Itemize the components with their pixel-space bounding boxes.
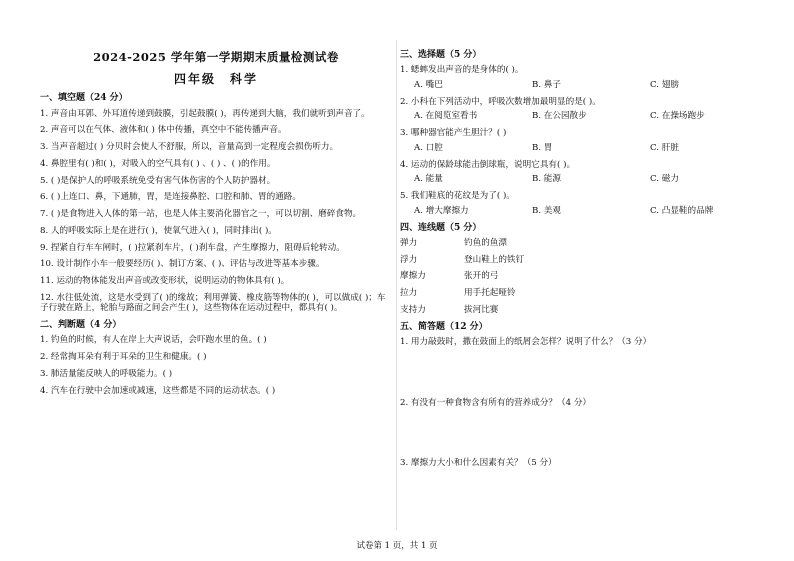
fill-item-6: 6. ( )上连口、鼻，下通肺，胃，是连接鼻腔、口腔和肺、胃的通路。 [40,192,301,203]
choice-question-4 [400,160,760,185]
choice-option-a: A. 嘴巴 [414,79,443,90]
section-choice-title: 三、选择题（5 分） [400,50,482,60]
left-column [40,44,392,402]
fill-list [40,109,392,315]
right-column [400,44,760,475]
fill-item-7: 7. ( )是食物进入人体的第一站，也是人体主要消化器官之一，可以切割、磨碎食物。 [40,209,362,220]
match-row [400,288,760,299]
choice-options [414,143,760,154]
match-row [400,305,760,316]
match-left: 浮力 [400,254,418,265]
choice-question-3 [400,128,760,153]
choice-option-b: B. 胃 [532,142,553,153]
match-list [400,238,760,316]
choice-option-b: B. 在公园散步 [532,111,587,122]
choice-question-1 [400,65,760,90]
match-left: 弹力 [400,237,418,248]
page-footer: 试卷第 1 页，共 1 页 [356,541,438,551]
choice-option-c: C. 在操场跑步 [650,111,705,122]
short-list [400,337,760,469]
fill-item-9: 9. 捏紧自行车车闸时，( )拉紧刹车片，( )刹车盘，产生摩擦力，阻碍后轮转动。 [40,242,345,253]
fill-item-5: 5. ( )是保护人的呼吸系统免受有害气体伤害的个人防护器材。 [40,175,276,186]
section-fill-title: 一、填空题（24 分） [40,93,128,104]
choice-option-c: C. 肝脏 [650,142,679,153]
choice-option-c: C. 凸显鞋的品牌 [650,205,714,216]
choice-question-text: 5. 我们鞋底的花纹是为了( )。 [400,191,515,202]
section-match-title: 四、连线题（5 分） [400,222,482,233]
match-right: 张开的弓 [464,271,499,282]
match-row [400,238,760,249]
match-right: 登山鞋上的铁钉 [464,254,525,265]
choice-question-2 [400,97,760,122]
judge-item-2: 2. 经常掏耳朵有利于耳朵的卫生和健康。( ) [40,352,207,363]
fill-item-11: 11. 运动的物体能发出声音或改变形状，说明运动的物体具有( )。 [40,275,290,286]
choice-option-b: B. 美观 [532,205,561,216]
choice-option-a: A. 口腔 [414,142,443,153]
choice-option-c: C. 磁力 [650,174,679,185]
judge-item-4: 4. 汽车在行驶中会加速或减速，这些都是不同的运动状态。( ) [40,385,276,396]
fill-item-2: 2. 声音可以在气体、液体和( ) 体中传播，真空中不能传播声音。 [40,125,287,136]
choice-question-text: 1. 蟋蟀发出声音的是身体的( )。 [400,65,524,76]
exam-subtitle: 四年级 科学 [173,72,258,87]
match-left: 支持力 [400,304,426,315]
judge-item-1: 1. 钓鱼的时候，有人在岸上大声说话，会吓跑水里的鱼。( ) [40,335,267,346]
match-left: 摩擦力 [400,271,426,282]
judge-list [40,335,392,396]
fill-item-8: 8. 人的呼吸实际上是在进行( )，使氧气进入( )，同时排出( )。 [40,225,277,236]
section-short-title: 五、简答题（12 分） [400,321,488,332]
choice-option-a: A. 增大摩擦力 [414,205,469,216]
match-row [400,255,760,266]
judge-item-3: 3. 肺活量能反映人的呼吸能力。( ) [40,368,173,379]
column-divider [396,40,397,530]
match-row [400,271,760,282]
choice-question-text: 4. 运动的保龄球能击倒球瓶，说明它具有( )。 [400,159,576,170]
fill-item-1: 1. 声音由耳郭、外耳道传递到鼓膜，引起鼓膜( )，再传递到大脑，我们就听到声音了。 [40,108,370,119]
choice-question-5 [400,191,760,216]
choice-option-b: B. 鼻子 [532,79,561,90]
choice-option-a: A. 在阅览室看书 [414,111,478,122]
short-question-3: 3. 摩擦力大小和什么因素有关？（5 分） [400,458,557,469]
fill-item-12: 12. 水往低处流，这是水受到了( )的缘故；利用弹簧、橡皮筋等物体的( )，可以做成( )；车子行驶在路上，轮胎与路面之间会产生( )，这些物体在运动过程中，都具有( )。 [40,292,386,314]
choice-question-text: 3. 哪种器官能产生胆汁？( ) [400,128,507,139]
choice-option-a: A. 能量 [414,174,443,185]
section-judge-title: 二、判断题（4 分） [40,320,122,331]
choice-options [414,80,760,91]
choice-question-text: 2. 小科在下列活动中，呼吸次数增加最明显的是( )。 [400,96,601,107]
fill-item-3: 3. 当声音超过( ) 分贝时会使人不舒服，所以，音量高到一定程度会损伤听力。 [40,142,339,153]
exam-title: 2024-2025 学年第一学期期末质量检测试卷 [93,50,339,64]
choice-options [414,206,760,217]
choice-options [414,111,760,122]
fill-item-10: 10. 设计制作小车一般要经历( )、制订方案、( )、评估与改进等基本步骤。 [40,259,325,270]
match-right: 拔河比赛 [464,304,499,315]
short-question-2: 2. 有没有一种食物含有所有的营养成分？（4 分） [400,397,592,408]
match-right: 钓鱼的鱼漂 [464,237,507,248]
choice-option-b: B. 能源 [532,174,561,185]
match-right: 用手托起哑铃 [464,288,516,299]
choice-options [414,174,760,185]
short-question-1: 1. 用力敲鼓时，撒在鼓面上的纸屑会怎样？说明了什么？（3 分） [400,336,652,347]
match-left: 拉力 [400,288,418,299]
choice-option-c: C. 翅膀 [650,79,679,90]
fill-item-4: 4. 鼻腔里有( )和( )，对吸入的空气具有( ) 、( ) 、( )的作用。 [40,158,276,169]
